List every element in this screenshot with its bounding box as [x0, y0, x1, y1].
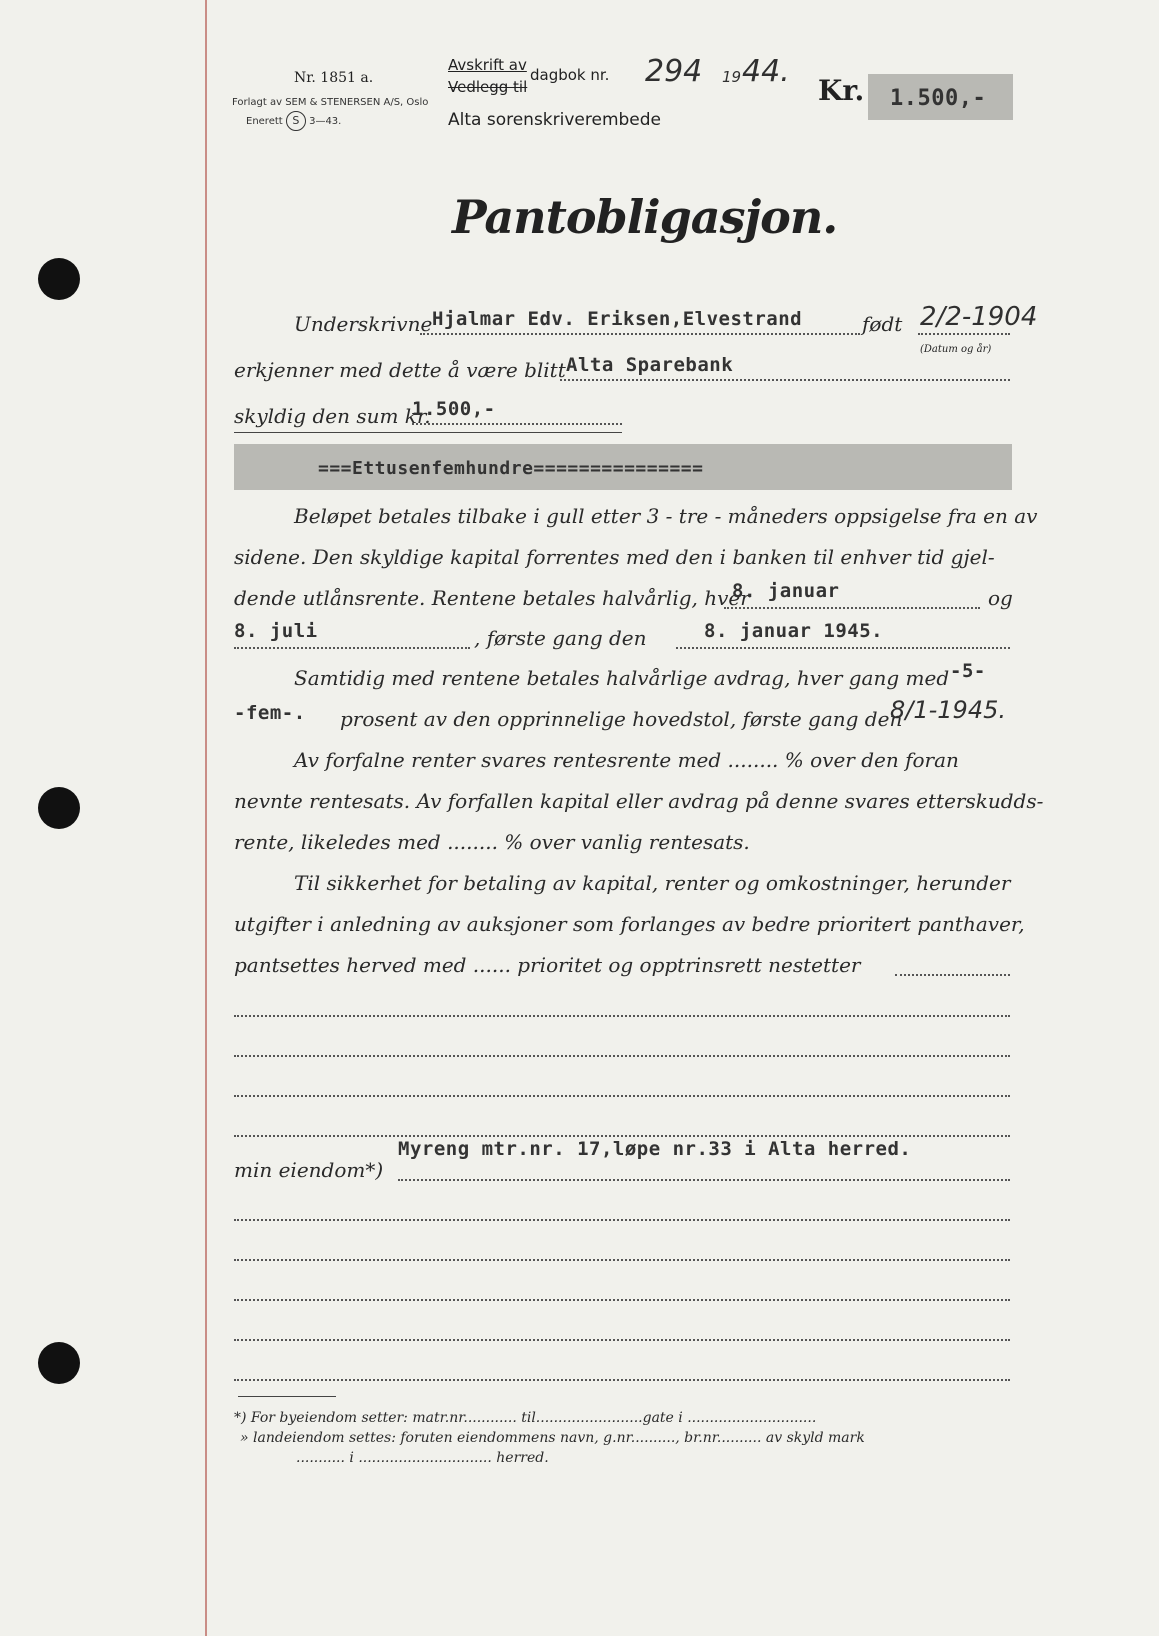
- body-word-og: og: [988, 586, 1013, 610]
- publisher-line: Forlagt av SEM & STENERSEN A/S, Oslo: [232, 97, 429, 108]
- body-line-4: , første gang den: [474, 626, 647, 650]
- label-underskrivne: Underskrivne: [294, 312, 433, 336]
- office-stamp: Alta sorenskriverembede: [448, 110, 662, 130]
- body-line-3: dende utlånsrente. Rentene betales halvårlig, hver: [234, 586, 750, 610]
- stamp-avskrift: Avskrift av: [448, 56, 527, 74]
- body-line-7: Av forfalne renter svares rentesrente med ........ % over den foran: [294, 748, 959, 772]
- label-erkjenner: erkjenner med dette å være blitt: [234, 358, 566, 382]
- red-margin-line: [205, 0, 207, 1636]
- label-skyldig: skyldig den sum kr.: [234, 404, 431, 428]
- debt-amount: 1.500,-: [412, 398, 496, 420]
- label-min-eiendom: min eiendom*): [234, 1158, 384, 1182]
- body-line-8: nevnte rentesats. Av forfallen kapital eller avdrag på denne svares etterskudds-: [234, 789, 1044, 813]
- punch-hole-top: [38, 258, 80, 300]
- body-line-6: prosent av den opprinnelige hovedstol, første gang den: [340, 707, 903, 731]
- body-line-1: Beløpet betales tilbake i gull etter 3 - tre - måneders oppsigelse fra en av: [294, 504, 1038, 528]
- year-suffix: 44.: [742, 54, 790, 89]
- footnote-line-3: ........... i .............................. herred.: [296, 1450, 549, 1466]
- dagbok-label: dagbok nr.: [530, 66, 610, 84]
- body-line-12: pantsettes herved med ...... prioritet og opptrinsrett nestetter: [234, 953, 861, 977]
- stamp-vedlegg: Vedlegg til: [448, 78, 528, 96]
- property-description: Myreng mtr.nr. 17,løpe nr.33 i Alta herred.: [398, 1138, 912, 1160]
- body-line-11: utgifter i anledning av auksjoner som forlanges av bedre prioritert panthaver,: [234, 912, 1025, 936]
- punch-hole-bottom: [38, 1342, 80, 1384]
- document-title: Pantobligasjon.: [452, 190, 838, 244]
- body-line-9: rente, likeledes med ........ % over vanlig rentesats.: [234, 830, 750, 854]
- first-installment-date: 8/1-1945.: [890, 696, 1006, 724]
- body-line-10: Til sikkerhet for betaling av kapital, renter og omkostninger, herunder: [294, 871, 1011, 895]
- date-hint: (Datum og år): [920, 344, 992, 355]
- birth-date: 2/2-1904: [920, 302, 1038, 332]
- publisher-seal: S: [286, 111, 306, 131]
- amount-in-words: ===Ettusenfemhundre===============: [318, 458, 704, 479]
- year-prefix: 19: [722, 68, 742, 86]
- form-number: Nr. 1851 a.: [294, 70, 374, 86]
- debtor-name: Hjalmar Edv. Eriksen,Elvestrand: [432, 308, 803, 330]
- footnote-rule: [238, 1396, 336, 1397]
- installment-percent: -5-: [950, 660, 986, 682]
- amount-label: Kr.: [818, 74, 865, 107]
- footnote-line-1: *) For byeiendom setter: matr.nr............ til........................gate i .............................: [234, 1410, 817, 1426]
- footnote-line-2: » landeiendom settes: foruten eiendommens navn, g.nr.........., br.nr.......... av skyld mark: [240, 1430, 865, 1446]
- label-fodt: født: [862, 312, 903, 336]
- punch-hole-middle: [38, 787, 80, 829]
- body-line-2: sidene. Den skyldige kapital forrentes med den i banken til enhver tid gjel-: [234, 545, 995, 569]
- body-line-5: Samtidig med rentene betales halvårlige avdrag, hver gang med: [294, 666, 950, 690]
- amount-value: 1.500,-: [890, 86, 987, 111]
- first-interest-date: 8. januar 1945.: [704, 620, 884, 642]
- interest-date-2: 8. juli: [234, 620, 318, 642]
- publisher-line-2: Enerett S 3—43.: [246, 111, 341, 131]
- installment-percent-words: -fem-.: [234, 702, 306, 724]
- interest-date-1: 8. januar: [732, 580, 840, 602]
- creditor-name: Alta Sparebank: [566, 354, 734, 376]
- dagbok-number: 294: [645, 54, 703, 89]
